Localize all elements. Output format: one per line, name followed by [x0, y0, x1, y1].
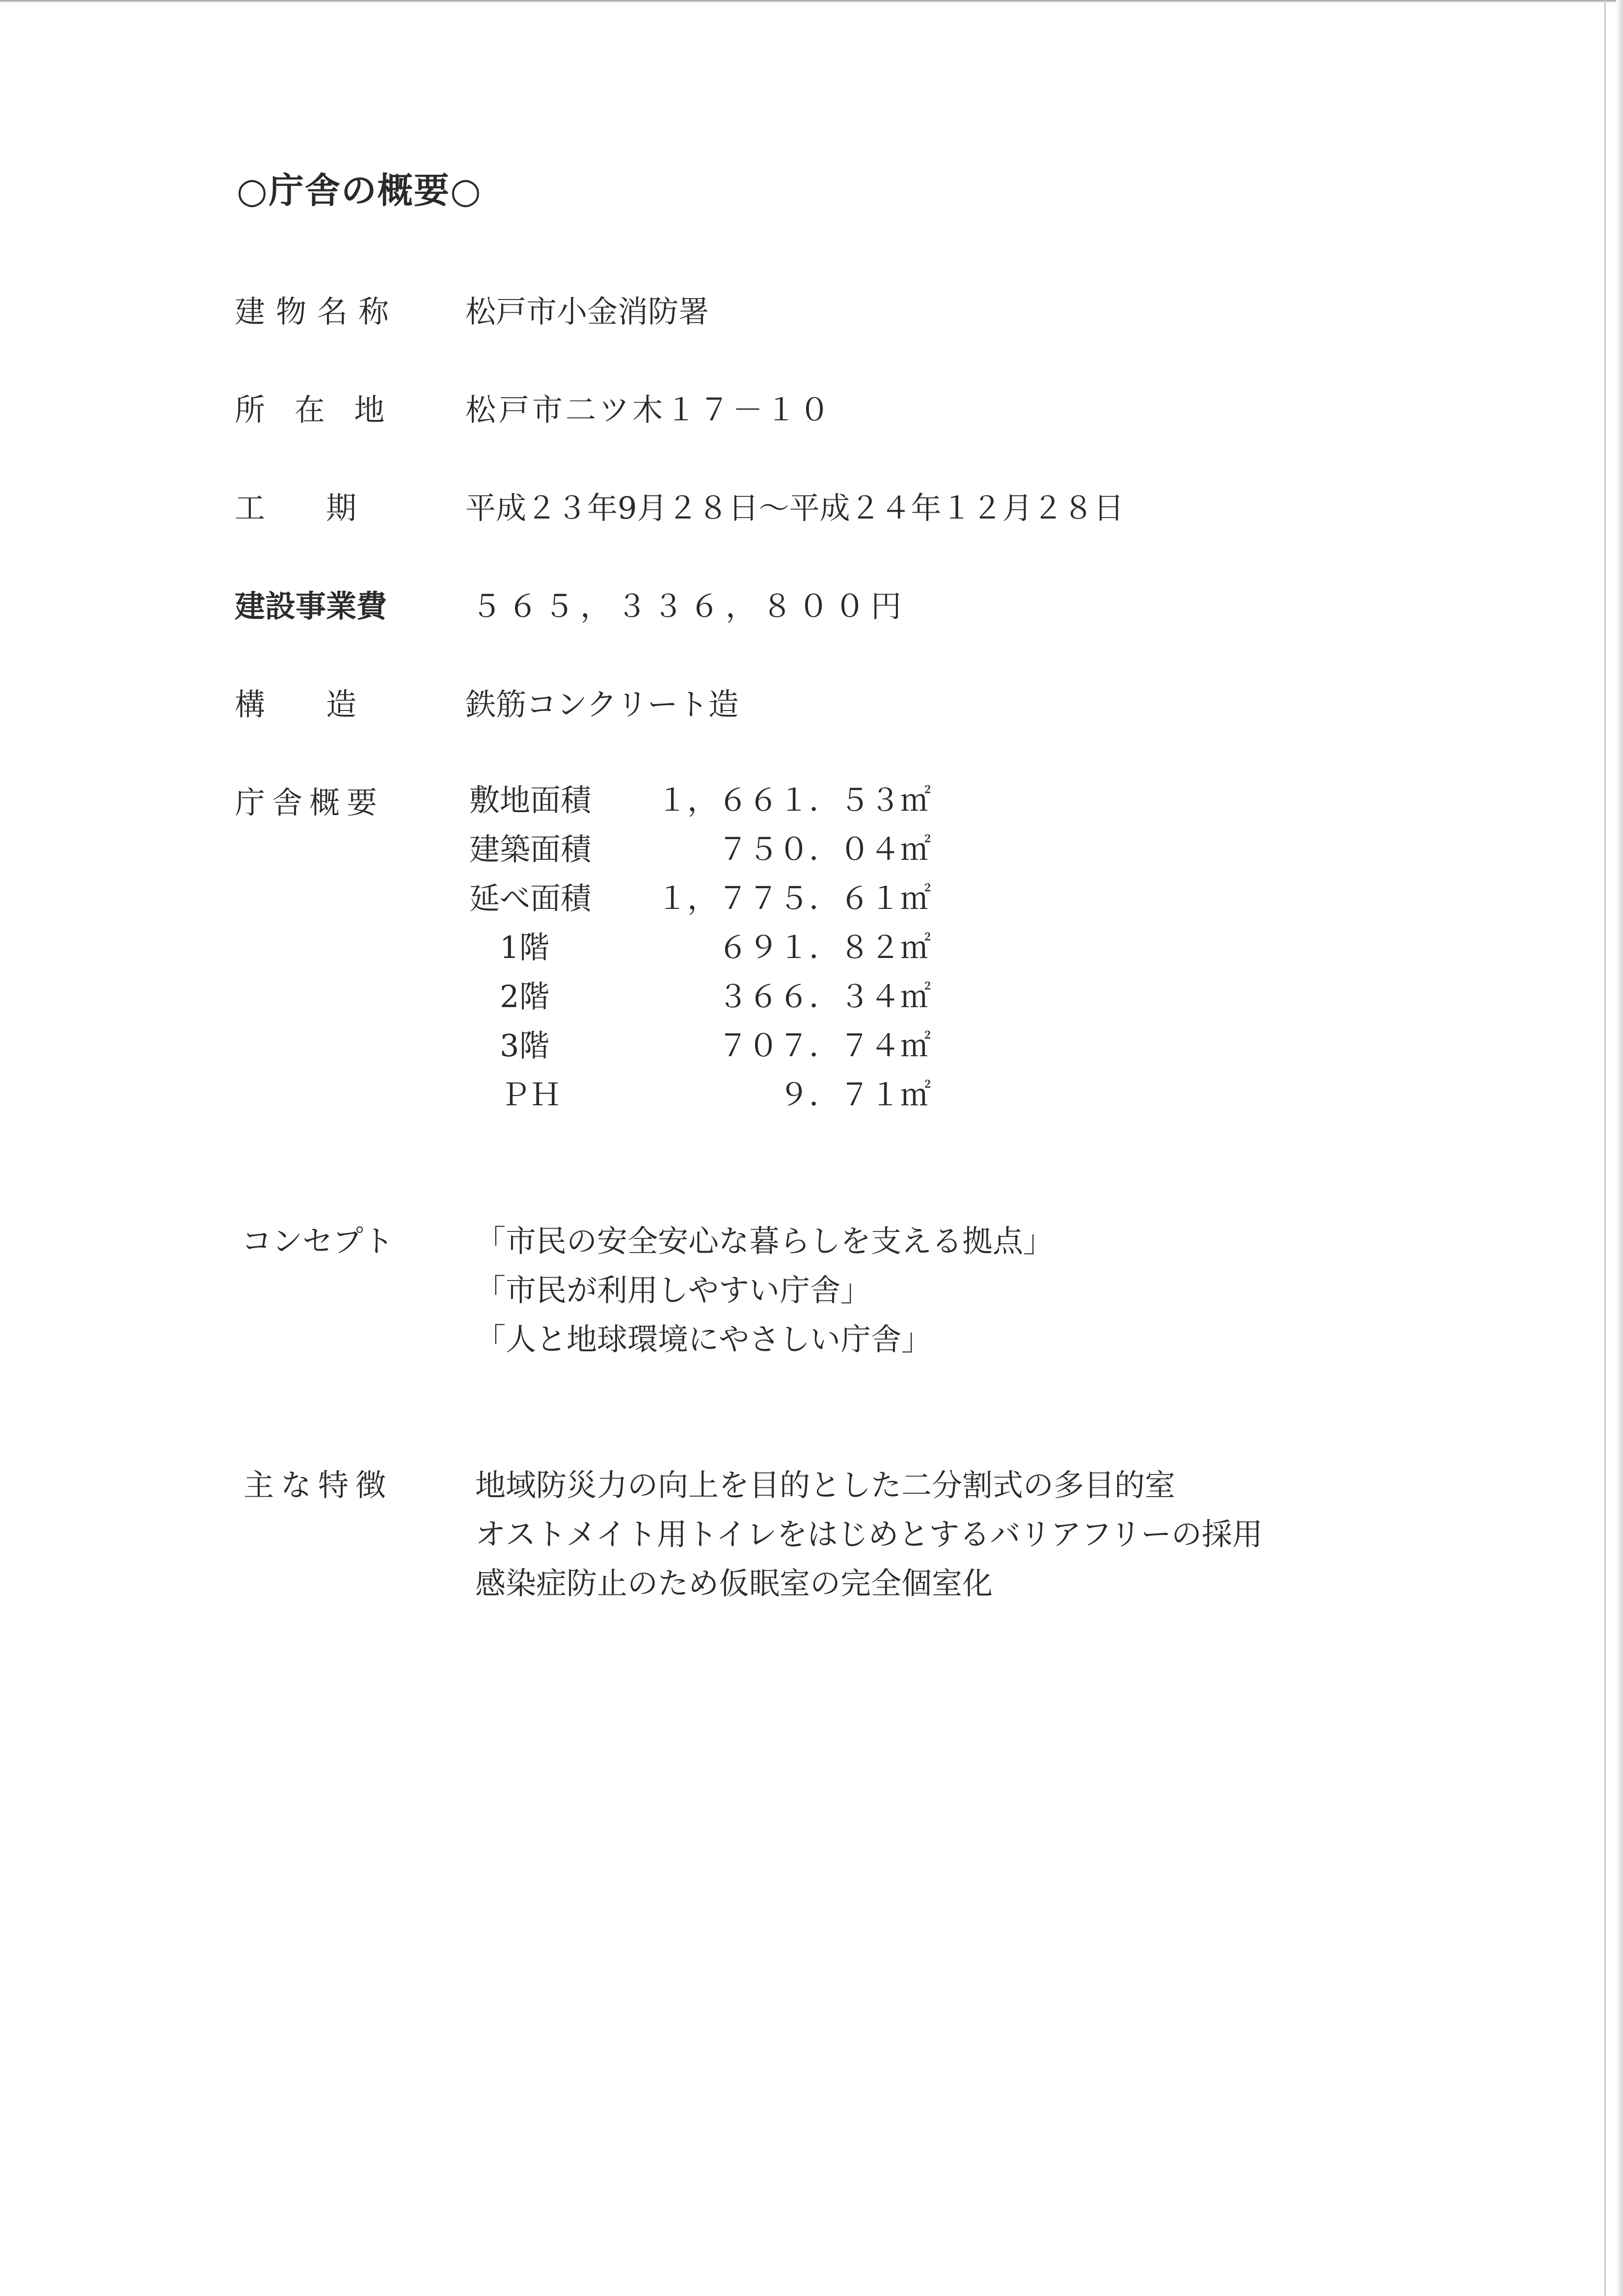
overview-row-value: ３６６．３４㎡ — [717, 979, 931, 1014]
overview-row-name: ＰＨ — [469, 1077, 561, 1113]
concept-line: 「市民が利用しやすい庁舎」 — [475, 1272, 871, 1308]
overview-row-value: ６９１．８２㎡ — [717, 929, 931, 965]
construction-cost-value: ５６５，３３６，８００円 — [471, 588, 908, 624]
overview-row-name: 2階 — [469, 979, 550, 1014]
building-name-value: 松戸市小金消防署 — [465, 294, 709, 329]
feature-line: オストメイト用トイレをはじめとするバリアフリーの採用 — [475, 1516, 1263, 1552]
overview-row — [469, 825, 931, 867]
overview-row — [469, 776, 931, 818]
scan-right-edge — [1616, 0, 1623, 2296]
overview-row-name: 建築面積 — [469, 831, 592, 867]
overview-row — [469, 1070, 931, 1113]
construction-cost-label: 建設事業費 — [235, 588, 387, 624]
overview-label: 庁舎概要 — [235, 785, 384, 820]
overview-row-value: ７５０．０４㎡ — [717, 831, 931, 867]
location-value: 松戸市二ツ木１７－１０ — [465, 392, 833, 428]
overview-row-value: １，７７５．６１㎡ — [656, 880, 931, 916]
location-label: 所 在 地 — [235, 392, 395, 428]
overview-row-name: 1階 — [469, 929, 550, 965]
overview-row — [469, 874, 931, 916]
structure-label: 構 造 — [235, 686, 357, 722]
scan-top-edge — [0, 0, 1623, 3]
construction-period-label: 工 期 — [235, 490, 357, 526]
overview-row-value: ７０７．７４㎡ — [717, 1028, 931, 1064]
structure-value: 鉄筋コンクリート造 — [465, 686, 739, 722]
feature-line: 感染症防止のため仮眠室の完全個室化 — [475, 1565, 993, 1601]
concept-line: 「人と地球環境にやさしい庁舎」 — [475, 1321, 932, 1357]
features-label: 主な特徴 — [243, 1467, 393, 1503]
construction-period-value: 平成２３年9月２８日～平成２４年１２月２８日 — [465, 490, 1124, 526]
overview-row-value: １，６６１．５３㎡ — [656, 782, 931, 818]
page-title: ○庁舎の概要○ — [237, 169, 482, 211]
building-name-label: 建物名称 — [235, 294, 400, 329]
overview-row-name: 敷地面積 — [469, 782, 592, 818]
overview-row-name: 延べ面積 — [469, 880, 592, 916]
overview-row-name: 3階 — [469, 1028, 550, 1064]
overview-row-value: ９．７１㎡ — [778, 1077, 931, 1113]
feature-line: 地域防災力の向上を目的とした二分割式の多目的室 — [475, 1467, 1176, 1503]
concept-line: 「市民の安全安心な暮らしを支える拠点」 — [475, 1223, 1054, 1259]
overview-row — [469, 972, 931, 1014]
overview-row — [469, 1021, 931, 1064]
concept-label: コンセプト — [242, 1223, 394, 1259]
overview-row — [469, 923, 931, 965]
scan-right-edge-line — [1604, 0, 1606, 2296]
